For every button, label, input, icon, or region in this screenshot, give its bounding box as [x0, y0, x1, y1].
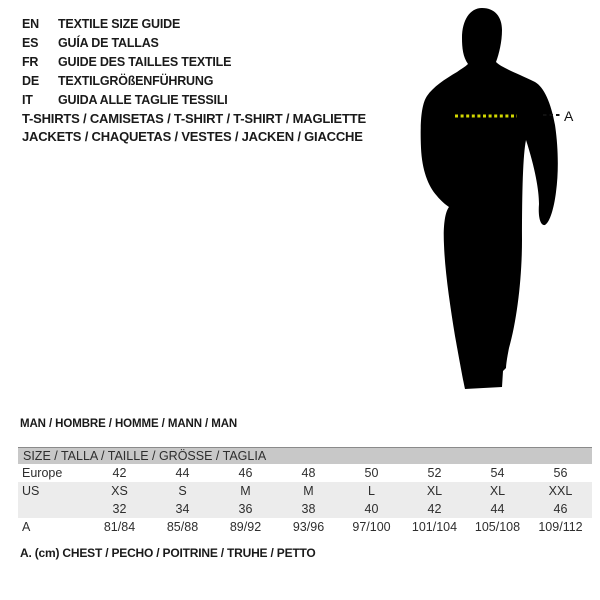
size-value: 54 — [490, 466, 505, 480]
size-value: 93/96 — [292, 520, 325, 534]
language-label: GUIDA ALLE TAGLIE TESSILI — [58, 93, 228, 107]
size-value: 38 — [301, 502, 316, 516]
size-value: XL — [489, 484, 506, 498]
row-label: US — [22, 484, 40, 498]
language-code: FR — [22, 55, 39, 69]
size-table-header: SIZE / TALLA / TAILLE / GRÖSSE / TAGLIA — [18, 447, 592, 464]
size-value: 50 — [364, 466, 379, 480]
category-line: JACKETS / CHAQUETAS / VESTES / JACKEN / GIACCHE — [22, 129, 363, 144]
size-value: XS — [111, 484, 128, 498]
size-value: 36 — [238, 502, 253, 516]
size-value: 44 — [175, 466, 190, 480]
size-value: XL — [426, 484, 443, 498]
size-table-row — [18, 482, 592, 500]
language-row — [22, 15, 231, 34]
size-value: 48 — [301, 466, 316, 480]
language-row — [22, 53, 231, 72]
size-value: XXL — [548, 484, 573, 498]
language-code: ES — [22, 36, 39, 50]
size-value: S — [178, 484, 187, 498]
size-value: M — [240, 484, 251, 498]
size-value: 109/112 — [538, 520, 583, 534]
man-silhouette — [421, 8, 558, 389]
size-value: 46 — [553, 502, 568, 516]
row-label — [18, 500, 88, 518]
size-table — [18, 447, 592, 536]
size-table-row — [18, 500, 592, 518]
category-line: T-SHIRTS / CAMISETAS / T-SHIRT / T-SHIRT / MAGLIETTE — [22, 111, 366, 126]
size-value: 85/88 — [166, 520, 199, 534]
size-value: 105/108 — [474, 520, 521, 534]
category-lines — [22, 110, 366, 146]
language-label: GUIDE DES TAILLES TEXTILE — [58, 55, 232, 69]
size-value: 56 — [553, 466, 568, 480]
silhouette-svg — [395, 0, 600, 420]
row-label: A — [22, 520, 31, 534]
language-code: EN — [22, 17, 39, 31]
size-value: 52 — [427, 466, 442, 480]
language-row — [22, 72, 231, 91]
size-value: 46 — [238, 466, 253, 480]
size-value: 42 — [427, 502, 442, 516]
size-table-row — [18, 518, 592, 536]
size-table-rows — [18, 464, 592, 536]
language-label: GUÍA DE TALLAS — [58, 36, 159, 50]
language-label: TEXTILGRÖßENFÜHRUNG — [58, 74, 214, 88]
section-title: MAN / HOMBRE / HOMME / MANN / MAN — [20, 418, 238, 430]
size-value: 42 — [112, 466, 127, 480]
language-list — [22, 15, 231, 110]
language-label: TEXTILE SIZE GUIDE — [58, 17, 181, 31]
size-value: 81/84 — [103, 520, 136, 534]
size-value: 34 — [175, 502, 190, 516]
size-table-row — [18, 464, 592, 482]
language-code: IT — [22, 93, 33, 107]
language-row — [22, 34, 231, 53]
figure-panel — [395, 0, 600, 420]
row-label: Europe — [22, 466, 63, 480]
size-value: 97/100 — [352, 520, 391, 534]
measure-label-a: A — [564, 108, 574, 124]
size-value: M — [303, 484, 314, 498]
size-value: 44 — [490, 502, 505, 516]
language-code: DE — [22, 74, 39, 88]
footnote: A. (cm) CHEST / PECHO / POITRINE / TRUHE / PETTO — [20, 546, 316, 560]
size-value: L — [368, 484, 375, 498]
size-value: 101/104 — [411, 520, 458, 534]
size-value: 89/92 — [229, 520, 262, 534]
size-value: 40 — [364, 502, 379, 516]
size-value: 32 — [112, 502, 127, 516]
language-row — [22, 91, 231, 110]
